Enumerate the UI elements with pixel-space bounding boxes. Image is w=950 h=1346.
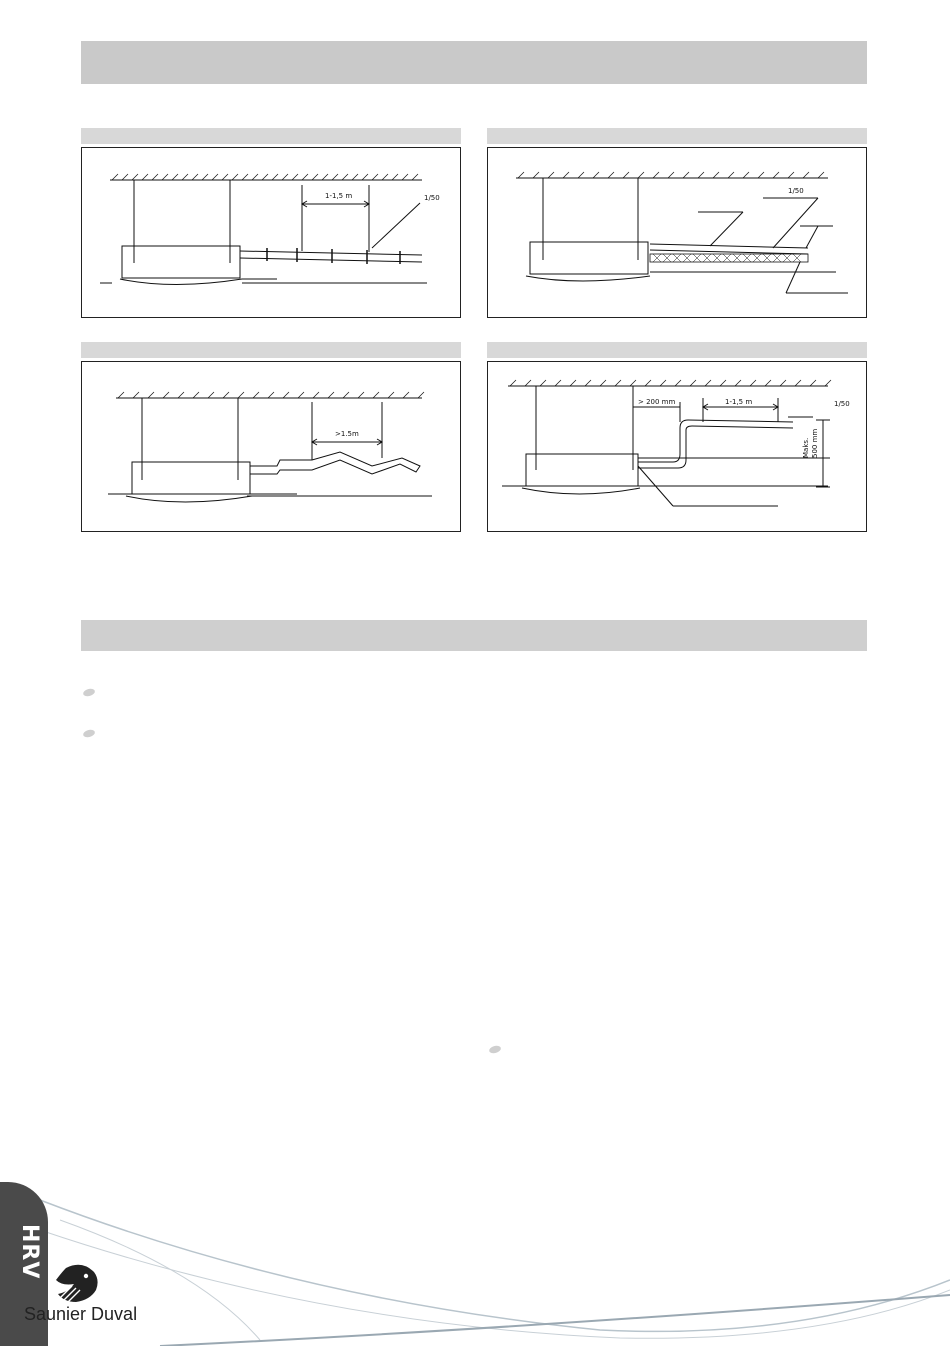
drain-diagram-2 [488, 148, 866, 317]
figure-box-2 [487, 147, 867, 318]
section-header-bar-top [81, 41, 867, 84]
hrv-side-label: HRV [17, 1224, 42, 1280]
footer-swoosh-decoration [0, 1160, 950, 1346]
figure-box-4 [487, 361, 867, 532]
brand-name: Saunier Duval [24, 1304, 138, 1324]
figure-box-3 [81, 361, 461, 532]
figure-header-1 [81, 128, 461, 144]
section-header-bar-middle [81, 620, 867, 651]
drain-diagram-4 [488, 362, 866, 531]
bullet-dot-2 [82, 729, 95, 739]
spacing-label-1: 1-1,5 m [325, 192, 353, 200]
figure-panel-1 [81, 128, 461, 318]
max-height-label-4 [802, 429, 819, 458]
figure-panel-3 [81, 342, 461, 532]
max-height-label-line2: 500 mm [811, 428, 819, 458]
figure-header-2 [487, 128, 867, 144]
slope-label-2: 1/50 [788, 187, 804, 195]
spacing-label-3: >1.5m [335, 430, 359, 438]
min-distance-label-4: > 200 mm [638, 398, 676, 406]
bullet-dot-1 [82, 688, 95, 698]
figure-panel-2 [487, 128, 867, 318]
figure-panel-4 [487, 342, 867, 532]
drain-diagram-3 [82, 362, 460, 531]
drain-diagram-1 [82, 148, 460, 317]
figure-header-4 [487, 342, 867, 358]
slope-label-4: 1/50 [834, 400, 850, 408]
spacing-label-4: 1-1,5 m [725, 398, 753, 406]
max-height-label-line1: Maks. [802, 437, 810, 458]
figure-box-1 [81, 147, 461, 318]
saunier-duval-bird-logo [52, 1262, 102, 1304]
slope-label-1: 1/50 [424, 194, 440, 202]
figure-header-3 [81, 342, 461, 358]
bullet-dot-3 [488, 1045, 501, 1055]
